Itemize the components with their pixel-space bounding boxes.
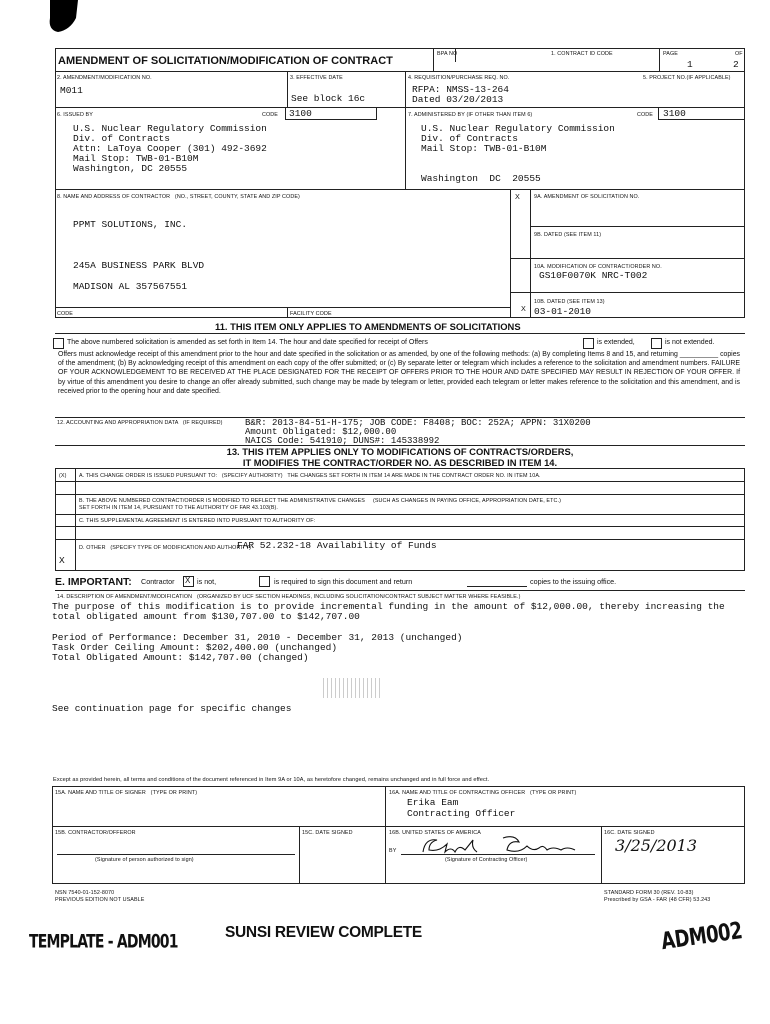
faint-stamp [323,678,383,698]
of-label: OF [735,51,743,57]
accounting-line-3: NAICS Code: 541910; DUNS#: 145338992 [245,436,440,446]
terms-footnote: Except as provided herein, all terms and conditions of the document referenced in Item 9A or 10A, as heretofore changed, remains unchanged and in full force and effect. [53,777,490,783]
item13-b-2: SET FORTH IN ITEM 14, PURSUANT TO THE AUTHORITY OF FAR 43.103(B). [79,505,279,511]
effective-date-label: 3. EFFECTIVE DATE [290,75,343,81]
item13-b: B. THE ABOVE NUMBERED CONTRACT/ORDER IS MODIFIED TO REFLECT THE ADMINISTRATIVE CHANGES [79,498,365,504]
is-not-x: X [185,576,191,585]
contractor-address-2: MADISON AL 357567551 [73,281,188,292]
admin-address-3: Mail Stop: TWB-01-B10M [421,143,547,154]
req-no-value-2: Dated 03/20/2013 [412,94,504,105]
description-label: 14. DESCRIPTION OF AMENDMENT/MODIFICATION [57,594,193,600]
adm-stamp: ADM002 [659,917,744,956]
nsn-number: NSN 7540-01-152-8070 [55,890,115,896]
not-extended-checkbox[interactable] [651,338,662,349]
item13-d-value: FAR 52.232-18 Availability of Funds [237,540,437,551]
admin-code-label: CODE [637,112,653,118]
issued-address-4: Mail Stop: TWB-01-B10M [73,153,199,164]
by-label: BY [389,848,397,854]
accounting-note: (IF REQUIRED) [182,420,223,426]
x-mark-9a: X [515,192,520,201]
template-stamp: TEMPLATE - ADM001 [29,931,178,953]
is-required-label: is required to sign this document and return [274,577,413,586]
dated-9b-label: 9B. DATED (SEE ITEM 11) [534,232,602,238]
standard-form: STANDARD FORM 30 (REV. 10-83) [604,890,694,896]
admin-by-note: (IF OTHER THAN ITEM 6) [466,112,533,118]
dated-10b-label: 10B. DATED (SEE ITEM 13) [534,299,605,305]
item11-line1: The above numbered solicitation is amended as set forth in Item 14. The hour and date specified for receipt of Offers [67,339,428,346]
important-title: E. IMPORTANT: [55,576,132,588]
accounting-line-2: Amount Obligated: $12,000.00 [245,427,397,437]
sunsi-review-stamp: SUNSI REVIEW COMPLETE [225,924,422,941]
issued-code-value: 3100 [289,108,312,119]
co-name: Erika Eam [407,797,459,808]
co-name-note: (TYPE OR PRINT) [529,790,577,796]
bpa-label: BPA NO [437,51,458,57]
description-p1b: total obligated amount from $130,707.00 to $142,707.00 [52,611,360,622]
admin-address-5: Washington DC 20555 [421,173,541,184]
modification-label: 10A. MODIFICATION OF CONTRACT/ORDER NO. [534,264,662,270]
contractor-signature-note: (Signature of person authorized to sign) [95,857,194,863]
item11-paragraph: Offers must acknowledge receipt of this amendment prior to the hour and date specified in the solicitation or as amended, by one of the following methods: (a) By completing Items 8 and 15, and returning __________ copies of the amendment; (b) By acknowledging receipt of this amendment on each copy of the offer submitted; or (c) By separate letter or telegram which includes a reference to the solicitation and amendment numbers. FAILURE OF YOUR ACKNOWLEDGEMENT TO BE RECEIVED AT THE PLACE DESIGNATED FOR THE RECEIPT OF OFFERS PRIOR TO THE HOUR AND DATE SPECIFIED MAY RESULT IN REJECTION OF YOUR OFFER. If by virtue of this amendment you desire to change an offer already submitted, such change may be made by telegram or letter, provided each telegram or letter makes reference to the solicitation and this amendment, and is received prior to the opening hour and date specified. [58,351,740,395]
previous-edition: PREVIOUS EDITION NOT USABLE [55,897,145,903]
item13-c: C. THIS SUPPLEMENTAL AGREEMENT IS ENTERED INTO PURSUANT TO AUTHORITY OF: [79,518,316,524]
description-p4: Total Obligated Amount: $142,707.00 (changed) [52,652,309,663]
description-p1a: The purpose of this modification is to provide incremental funding in the amount of $12,000.00, thereby increasing the [52,601,725,612]
signer-note: (TYPE OR PRINT) [150,790,198,796]
co-name-label: 16A. NAME AND TITLE OF CONTRACTING OFFICER [389,790,526,796]
description-p3: Task Order Ceiling Amount: $202,400.00 (unchanged) [52,642,338,653]
co-date-signed: 3/25/2013 [615,836,698,855]
signer-label: 15A. NAME AND TITLE OF SIGNER [55,790,146,796]
amend-no-value: M011 [60,85,83,96]
not-extended-label: is not extended. [665,339,715,346]
admin-code-value: 3100 [663,108,686,119]
issued-address-3: Attn: LaToya Cooper (301) 492-3692 [73,143,267,154]
contractor-offeror-label: 15B. CONTRACTOR/OFFEROR [55,830,136,836]
item13-title-2: IT MODIFIES THE CONTRACT/ORDER NO. AS DESCRIBED IN ITEM 14. [242,457,558,468]
issued-by-label: 6. ISSUED BY [57,112,93,118]
contractor-name: PPMT SOLUTIONS, INC. [73,219,188,230]
contractor-code-label: CODE [57,311,73,317]
contractor-date-label: 15C. DATE SIGNED [302,830,353,836]
prescribed-by: Prescribed by GSA - FAR (48 CFR) 53.243 [604,897,711,903]
issued-code-label: CODE [262,112,278,118]
admin-by-label: 7. ADMINISTERED BY [408,112,465,118]
item13-d-note: (SPECIFY TYPE OF MODIFICATION AND AUTHORITY) [110,545,252,551]
item13-d-x: X [59,555,65,566]
x-mark-10b: X [521,304,526,313]
issued-address-1: U.S. Nuclear Regulatory Commission [73,123,267,134]
item13-a-rest: THE CHANGES SET FORTH IN ITEM 14 ARE MADE IN THE CONTRACT ORDER NO. IN ITEM 10A. [287,473,541,479]
amend-no-label: 2. AMENDMENT/MODIFICATION NO. [57,75,152,81]
item13-b-note: (SUCH AS CHANGES IN PAYING OFFICE, APPROPRIATION DATE, ETC.) [372,498,561,504]
modification-value: GS10F0070K NRC-T002 [539,270,648,281]
contract-id-label: 1. CONTRACT ID CODE [551,51,613,57]
effective-date-value: See block 16c [291,93,366,104]
item11-title: 11. THIS ITEM ONLY APPLIES TO AMENDMENTS OF SOLICITATIONS [215,321,521,332]
req-no-value-1: RFPA: NMSS-13-264 [412,84,509,95]
admin-address-2: Div. of Contracts [421,133,518,144]
scan-blot [40,0,80,40]
important-contractor: Contractor [141,577,175,586]
page-total: 2 [733,59,739,70]
contractor-address-1: 245A BUSINESS PARK BLVD [73,260,205,271]
item13-a-note: (SPECIFY AUTHORITY) [221,473,283,479]
x-column-label: (X) [59,473,67,479]
amend-solicitation-label: 9A. AMENDMENT OF SOLICITATION NO. [534,194,640,200]
co-signature [415,832,595,858]
dated-10b-value: 03-01-2010 [534,306,592,317]
admin-address-1: U.S. Nuclear Regulatory Commission [421,123,615,134]
item11-checkbox[interactable] [53,338,64,349]
contractor-note: (NO., STREET, COUNTY, STATE AND ZIP CODE) [174,194,300,200]
item13-title-1: 13. THIS ITEM APPLIES ONLY TO MODIFICATIONS OF CONTRACTS/ORDERS, [226,446,574,457]
description-p2: Period of Performance: December 31, 2010 - December 31, 2013 (unchanged) [52,632,463,643]
co-title: Contracting Officer [407,808,516,819]
copies-label: copies to the issuing office. [530,577,617,586]
description-p5: See continuation page for specific changes [52,703,292,714]
page-number: 1 [687,59,693,70]
item13-a: A. THIS CHANGE ORDER IS ISSUED PURSUANT TO: [79,473,218,479]
accounting-line-1: B&R: 2013-84-51-H-175; JOB CODE: F8408; BOC: 252A; APPN: 31X0200 [245,418,591,428]
form-title: AMENDMENT OF SOLICITATION/MODIFICATION OF CONTRACT [58,55,393,67]
usa-label: 16B. UNITED STATES OF AMERICA [389,830,481,836]
extended-checkbox[interactable] [583,338,594,349]
page-label: PAGE [663,51,678,57]
co-date-label: 16C. DATE SIGNED [604,830,655,836]
is-not-label: is not, [197,577,217,586]
facility-code-label: FACILITY CODE [290,311,332,317]
is-required-checkbox[interactable] [259,576,270,587]
req-no-label: 4. REQUISITION/PURCHASE REQ. NO. [408,75,510,81]
contractor-label: 8. NAME AND ADDRESS OF CONTRACTOR [57,194,171,200]
co-signature-note: (Signature of Contracting Officer) [445,857,528,863]
extended-label: is extended, [597,339,635,346]
item13-d: D. OTHER [79,545,106,551]
issued-address-2: Div. of Contracts [73,133,170,144]
description-note: (ORGANIZED BY UCF SECTION HEADINGS, INCLUDING SOLICITATION/CONTRACT SUBJECT MATTER WHERE FEASIBLE.) [196,594,521,600]
project-no-label: 5. PROJECT NO.(IF APPLICABLE) [643,75,731,81]
issued-address-5: Washington, DC 20555 [73,163,188,174]
accounting-label: 12. ACCOUNTING AND APPROPRIATION DATA [57,420,179,426]
